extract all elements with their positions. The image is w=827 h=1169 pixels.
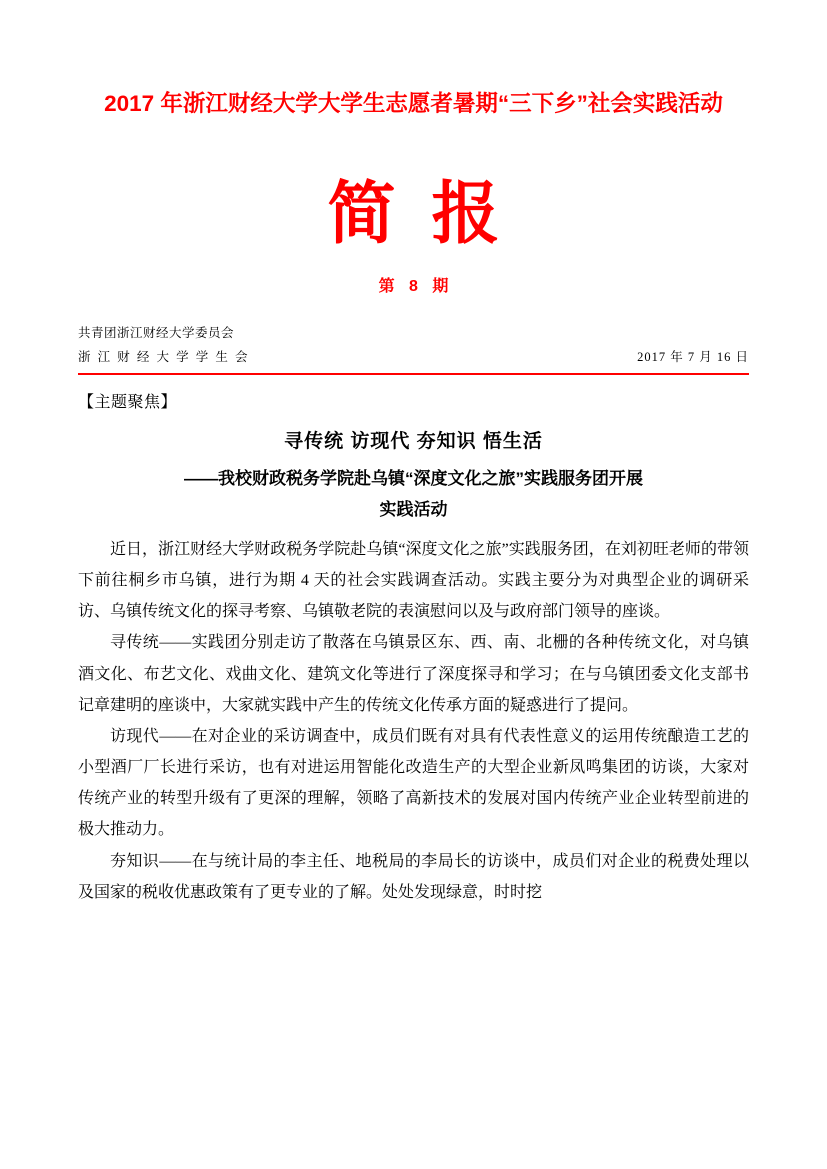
article-headline: 寻传统 访现代 夯知识 悟生活 xyxy=(284,430,543,452)
article-paragraph: 寻传统——实践团分别走访了散落在乌镇景区东、西、南、北栅的各种传统文化，对乌镇酒文化、布艺文化、戏曲文化、建筑文化等进行了深度探寻和学习；在与乌镇团委文化支部书记章建明的座谈中，大家就实践中产生的传统文化传承方面的疑惑进行了提问。 xyxy=(78,634,749,714)
red-divider-rule xyxy=(78,373,749,375)
masthead-title: 2017 年浙江财经大学大学生志愿者暑期“三下乡”社会实践活动 xyxy=(104,91,723,116)
article-subheadline xyxy=(78,463,749,526)
issuer-organization-1: 共青团浙江财经大学委员会 xyxy=(78,326,235,341)
issuer-line-2 xyxy=(78,346,749,370)
section-tag: 【主题聚焦】 xyxy=(78,393,178,411)
article-subheadline-line-1: ——我校财政税务学院赴乌镇“深度文化之旅”实践服务团开展 xyxy=(184,468,643,488)
article-paragraph: 近日，浙江财经大学财政税务学院赴乌镇“深度文化之旅”实践服务团，在刘初旺老师的带领下前往桐乡市乌镇，进行为期 4 天的社会实践调查活动。实践主要分为对典型企业的调研采访、乌镇传统文化的探寻考察、乌镇敬老院的表演慰问以及与政府部门领导的座谈。 xyxy=(78,540,749,621)
issuer-block xyxy=(78,322,749,375)
article-paragraph: 访现代——在对企业的采访调查中，成员们既有对具有代表性意义的运用传统酿造工艺的小型酒厂厂长进行采访，也有对进运用智能化改造生产的大型企业新凤鸣集团的访谈，大家对传统产业的转型升级有了更深的理解，领略了高新技术的发展对国内传统产业企业转型前进的极大推动力。 xyxy=(78,727,749,839)
masthead-main-title: 简报 xyxy=(327,175,536,252)
article-subheadline-line-2: 实践活动 xyxy=(379,500,448,520)
article-paragraph: 夯知识——在与统计局的李主任、地税局的李局长的访谈中，成员们对企业的税费处理以及国家的税收优惠政策有了更专业的了解。处处发现绿意，时时挖 xyxy=(78,852,749,901)
masthead-issue-number: 第 8 期 xyxy=(378,278,454,296)
issuer-organization-2: 浙 江 财 经 大 学 学 生 会 xyxy=(78,350,250,365)
issue-date: 2017 年 7 月 16 日 xyxy=(637,350,749,365)
